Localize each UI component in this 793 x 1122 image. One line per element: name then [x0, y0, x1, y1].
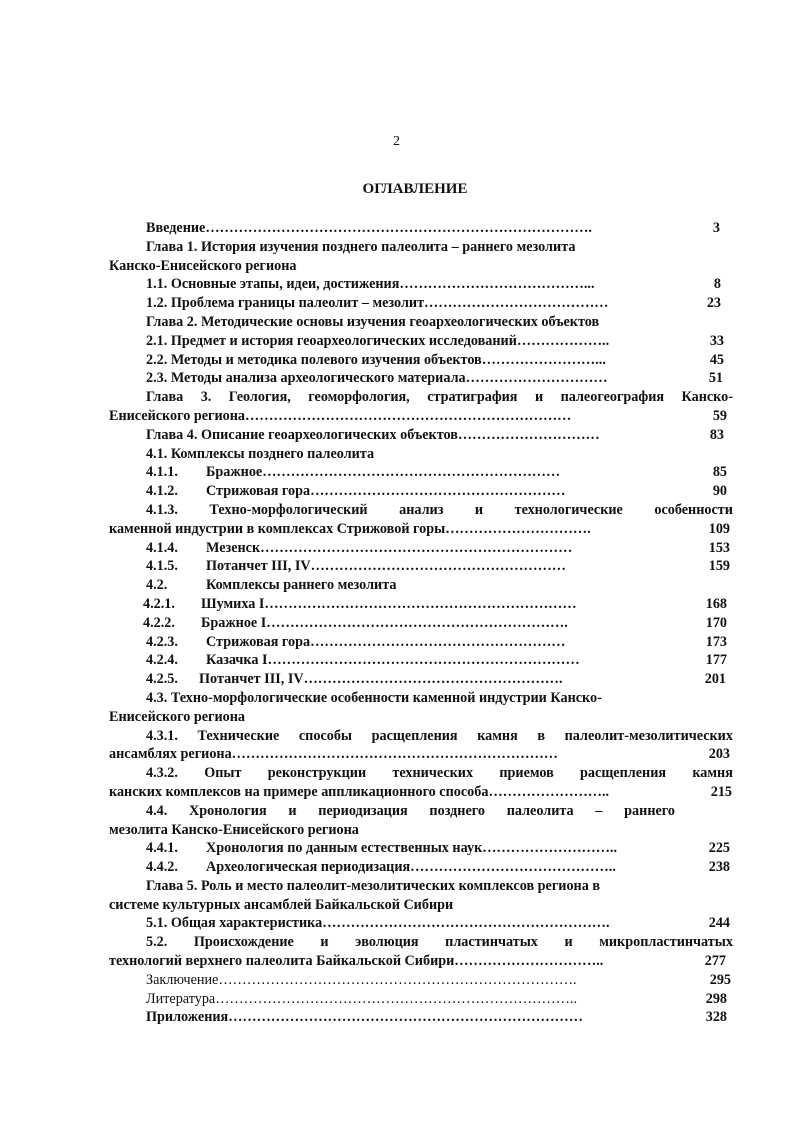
justified-line	[146, 501, 733, 520]
toc-entry-text: Глава 1. История изучения позднего палеолита – раннего мезолита	[146, 238, 576, 255]
word: позднего	[429, 802, 485, 819]
toc-entry-page: 8	[713, 276, 721, 293]
word: приемов	[499, 765, 554, 782]
toc-entry-page: 159	[708, 558, 730, 575]
toc-entry-text: Приложения…………………………………………………………………	[146, 1009, 583, 1026]
toc-entry-4-3-2[interactable]	[109, 764, 733, 783]
toc-entry-page: 215	[710, 783, 732, 800]
word: Геология,	[228, 389, 291, 406]
toc-entry-page: 51	[708, 370, 723, 387]
toc-entry-page: 3	[712, 220, 720, 236]
toc-entry-text: 4.3. Техно-морфологические особенности каменной индустрии Канско-	[146, 689, 602, 706]
word: 5.2.	[146, 934, 168, 951]
toc-entry-text: Хронология по данным естественных наук………………………..	[206, 840, 618, 857]
toc-entry-4-1-3[interactable]	[109, 501, 733, 520]
toc-entry-page: 59	[712, 407, 727, 424]
toc-entry-text: технологий верхнего палеолита Байкальской Сибири…………………………..	[109, 953, 604, 970]
toc-entry-intro[interactable]	[109, 219, 733, 238]
toc-entry-4-2-3[interactable]	[109, 633, 733, 652]
word: расщепления	[371, 727, 458, 744]
toc-entry-text: 5.1. Общая характеристика…………………………………………………….	[146, 915, 610, 932]
toc-entry-page: 170	[705, 614, 727, 631]
word: в	[537, 727, 546, 744]
toc-entry-page: 238	[708, 859, 730, 876]
toc-entry-4-2-2[interactable]	[109, 614, 733, 633]
toc-entry-text: Мезенск…………………………………………………………	[206, 539, 573, 556]
toc-entry-page: 328	[705, 1009, 727, 1026]
word: и	[474, 501, 484, 518]
word: расщепления	[580, 765, 667, 782]
toc-entry-page: 173	[705, 633, 727, 650]
toc-entry-4-1-4[interactable]	[109, 539, 733, 558]
word: раннего	[624, 802, 675, 819]
toc-entry-2-2[interactable]	[109, 351, 733, 370]
word: особенности	[654, 501, 733, 518]
toc-entry-text: 2.1. Предмет и история геоархеологических исследований………………..	[146, 332, 610, 349]
toc-entry-4-2-4[interactable]	[109, 651, 733, 670]
word: и	[320, 934, 329, 951]
word: 4.3.1.	[146, 727, 178, 744]
toc-entry-page: 295	[709, 971, 731, 988]
toc-entry-text: каменной индустрии в комплексах Стрижовой горы………………………….	[109, 520, 591, 537]
toc-entry-text: Енисейского региона……………………………………………………………	[109, 407, 572, 424]
toc-entry-text: Шумиха I…………………………………………………………	[201, 595, 577, 612]
word: способы	[298, 727, 353, 744]
toc-entry-page: 203	[708, 746, 730, 763]
toc-entry-text: 4.1. Комплексы позднего палеолита	[146, 445, 375, 462]
word: камня	[692, 765, 733, 782]
toc-entry-text: канских комплексов на примере аппликационного способа……………………..	[109, 783, 610, 800]
word: эволюция	[355, 934, 419, 951]
toc-entry-4-2[interactable]	[109, 576, 733, 595]
toc-entry-chapter-3-cont[interactable]	[109, 407, 733, 426]
toc-entry-text: Потанчет III, IV……………………………………………….	[199, 671, 563, 688]
toc-entry-4-3-cont[interactable]	[109, 708, 733, 727]
toc-entry-number: 4.2.	[146, 577, 168, 594]
toc-entry-text: Археологическая периодизация……………………………………..	[206, 859, 616, 876]
toc-entry-page: 225	[708, 840, 730, 857]
toc-entry-text: Бражное I……………………………………………………….	[201, 614, 568, 631]
toc-entry-text: 1.2. Проблема границы палеолит – мезолит…………………………………	[146, 295, 609, 312]
toc-entry-number: 4.1.4.	[146, 539, 178, 556]
toc-entry-5-2[interactable]	[109, 933, 733, 952]
word: палеолит-мезолитических	[564, 727, 733, 744]
toc-entry-number: 4.1.5.	[146, 558, 178, 575]
word: технологические	[514, 501, 623, 518]
toc-entry-number: 4.2.4.	[146, 652, 178, 669]
word: периодизация	[318, 802, 408, 819]
word: камня	[477, 727, 518, 744]
word: микропластинчатых	[599, 934, 733, 951]
toc-entry-4-1-2[interactable]	[109, 482, 733, 501]
toc-entry-page: 153	[708, 539, 730, 556]
word: –	[595, 802, 603, 819]
toc-entry-text: Стрижовая гора………………………………………………	[206, 483, 566, 500]
toc-entry-page: 298	[705, 990, 727, 1007]
toc-entry-chapter-5-cont[interactable]	[109, 896, 733, 915]
toc-entry-page: 201	[704, 671, 726, 688]
word: и	[288, 802, 297, 819]
toc-entry-text: Бражное………………………………………………………	[206, 464, 561, 481]
justified-line	[146, 764, 733, 783]
toc-entry-number: 4.2.5.	[146, 671, 178, 688]
toc-entry-4-3-2-cont[interactable]	[109, 783, 733, 802]
toc-entry-4-3[interactable]	[109, 689, 733, 708]
toc-entry-4-4-cont[interactable]	[109, 821, 733, 840]
toc-entry-2-1[interactable]	[109, 332, 733, 351]
word: анализ	[399, 501, 444, 518]
toc-entry-text: Заключение………………………………………………………………….	[146, 971, 577, 988]
word: реконструкции	[267, 765, 367, 782]
toc-entry-page: 109	[708, 520, 730, 537]
toc-entry-conclusion[interactable]	[109, 971, 733, 990]
toc-entry-number: 4.4.2.	[146, 859, 178, 876]
toc-entry-4-3-1[interactable]	[109, 727, 733, 746]
page-number: 2	[393, 134, 400, 149]
word: Хронология	[189, 802, 267, 819]
toc-entry-page: 45	[709, 351, 724, 368]
toc-entry-text: Стрижовая гора………………………………………………	[206, 633, 566, 650]
toc-entry-number: 4.2.1.	[143, 595, 175, 612]
toc-entry-chapter-1[interactable]	[109, 238, 733, 257]
toc-entry-1-1[interactable]	[109, 275, 733, 294]
toc-entry-2-3[interactable]	[109, 369, 733, 388]
toc-entry-4-2-5[interactable]	[109, 670, 733, 689]
word: Технические	[197, 727, 280, 744]
toc-entry-literature[interactable]	[109, 990, 733, 1009]
word: 4.3.2.	[146, 765, 178, 782]
toc-entry-5-2-cont[interactable]	[109, 952, 733, 971]
toc-entry-text: мезолита Канско-Енисейского региона	[109, 821, 359, 838]
word: Канско-	[681, 389, 733, 406]
toc-entry-page: 83	[709, 426, 724, 443]
toc-entry-number: 4.4.1.	[146, 840, 178, 857]
table-of-contents	[109, 219, 733, 1027]
word: Глава	[146, 389, 184, 406]
justified-line	[146, 727, 733, 746]
toc-entry-text: Комплексы раннего мезолита	[206, 577, 397, 594]
word: геоморфология,	[308, 389, 410, 406]
toc-entry-text: Введение……………………………………………………………………….	[146, 220, 592, 236]
toc-entry-page: 277	[704, 953, 726, 970]
toc-entry-4-4[interactable]	[109, 802, 733, 821]
toc-entry-text: ансамблях региона……………………………………………………………	[109, 746, 558, 763]
word: палеолита	[506, 802, 574, 819]
toc-entry-chapter-3[interactable]	[109, 388, 733, 407]
toc-entry-4-4-1[interactable]	[109, 839, 733, 858]
toc-entry-page: 33	[709, 332, 724, 349]
toc-entry-text: Канско-Енисейского региона	[109, 257, 297, 274]
word: технических	[392, 765, 474, 782]
word: пластинчатых	[445, 934, 538, 951]
toc-entry-text: Енисейского региона	[109, 708, 246, 725]
toc-entry-page: 244	[708, 915, 730, 932]
toc-entry-5-1[interactable]	[109, 914, 733, 933]
toc-entry-text: 2.2. Методы и методика полевого изучения объектов……………………...	[146, 351, 606, 368]
word: и	[534, 389, 544, 406]
toc-entry-text: Литература…………………………………………………………………..	[146, 990, 578, 1007]
toc-entry-chapter-1-cont[interactable]	[109, 257, 733, 276]
justified-line	[146, 388, 733, 407]
word: 3.	[200, 389, 212, 406]
justified-line	[146, 802, 675, 821]
toc-entry-text: Казачка I…………………………………………………………	[206, 652, 580, 669]
toc-entry-4-1[interactable]	[109, 445, 733, 464]
word: Техно-морфологический	[209, 501, 368, 518]
toc-entry-number: 4.1.1.	[146, 464, 178, 481]
toc-entry-4-2-1[interactable]	[109, 595, 733, 614]
word: стратиграфия	[427, 389, 518, 406]
word: Опыт	[204, 765, 242, 782]
word: 4.1.3.	[146, 501, 178, 518]
toc-entry-page: 23	[706, 295, 721, 312]
toc-title: ОГЛАВЛЕНИЕ	[362, 181, 468, 197]
word: Происхождение	[193, 934, 294, 951]
toc-entry-text: Глава 5. Роль и место палеолит-мезолитических комплексов региона в	[146, 877, 601, 894]
toc-entry-chapter-4[interactable]	[109, 426, 733, 445]
toc-entry-appendix[interactable]	[109, 1008, 733, 1027]
toc-entry-text: Потанчет III, IV………………………………………………	[206, 558, 566, 575]
toc-entry-number: 4.2.2.	[143, 614, 175, 631]
toc-entry-chapter-2[interactable]	[109, 313, 733, 332]
word: и	[564, 934, 573, 951]
toc-entry-chapter-5[interactable]	[109, 877, 733, 896]
toc-entry-text: системе культурных ансамблей Байкальской Сибири	[109, 896, 454, 913]
toc-entry-page: 90	[712, 483, 727, 500]
toc-entry-text: Глава 4. Описание геоархеологических объектов…………………………	[146, 426, 600, 443]
toc-entry-page: 85	[712, 464, 727, 481]
toc-entry-4-3-1-cont[interactable]	[109, 745, 733, 764]
toc-entry-4-1-3-cont[interactable]	[109, 520, 733, 539]
toc-entry-text: 2.3. Методы анализа археологического материала…………………………	[146, 370, 608, 387]
toc-entry-4-4-2[interactable]	[109, 858, 733, 877]
toc-entry-text: Глава 2. Методические основы изучения геоархеологических объектов	[146, 313, 600, 330]
toc-entry-1-2[interactable]	[109, 294, 733, 313]
toc-entry-page: 177	[705, 652, 727, 669]
toc-entry-page: 168	[705, 595, 727, 612]
toc-entry-4-1-5[interactable]	[109, 557, 733, 576]
toc-entry-number: 4.2.3.	[146, 633, 178, 650]
word: 4.4.	[146, 802, 168, 819]
toc-entry-number: 4.1.2.	[146, 483, 178, 500]
word: палеогеография	[560, 389, 665, 406]
justified-line	[146, 933, 733, 952]
toc-entry-text: 1.1. Основные этапы, идеи, достижения…………………………………...	[146, 276, 595, 293]
toc-entry-4-1-1[interactable]	[109, 463, 733, 482]
